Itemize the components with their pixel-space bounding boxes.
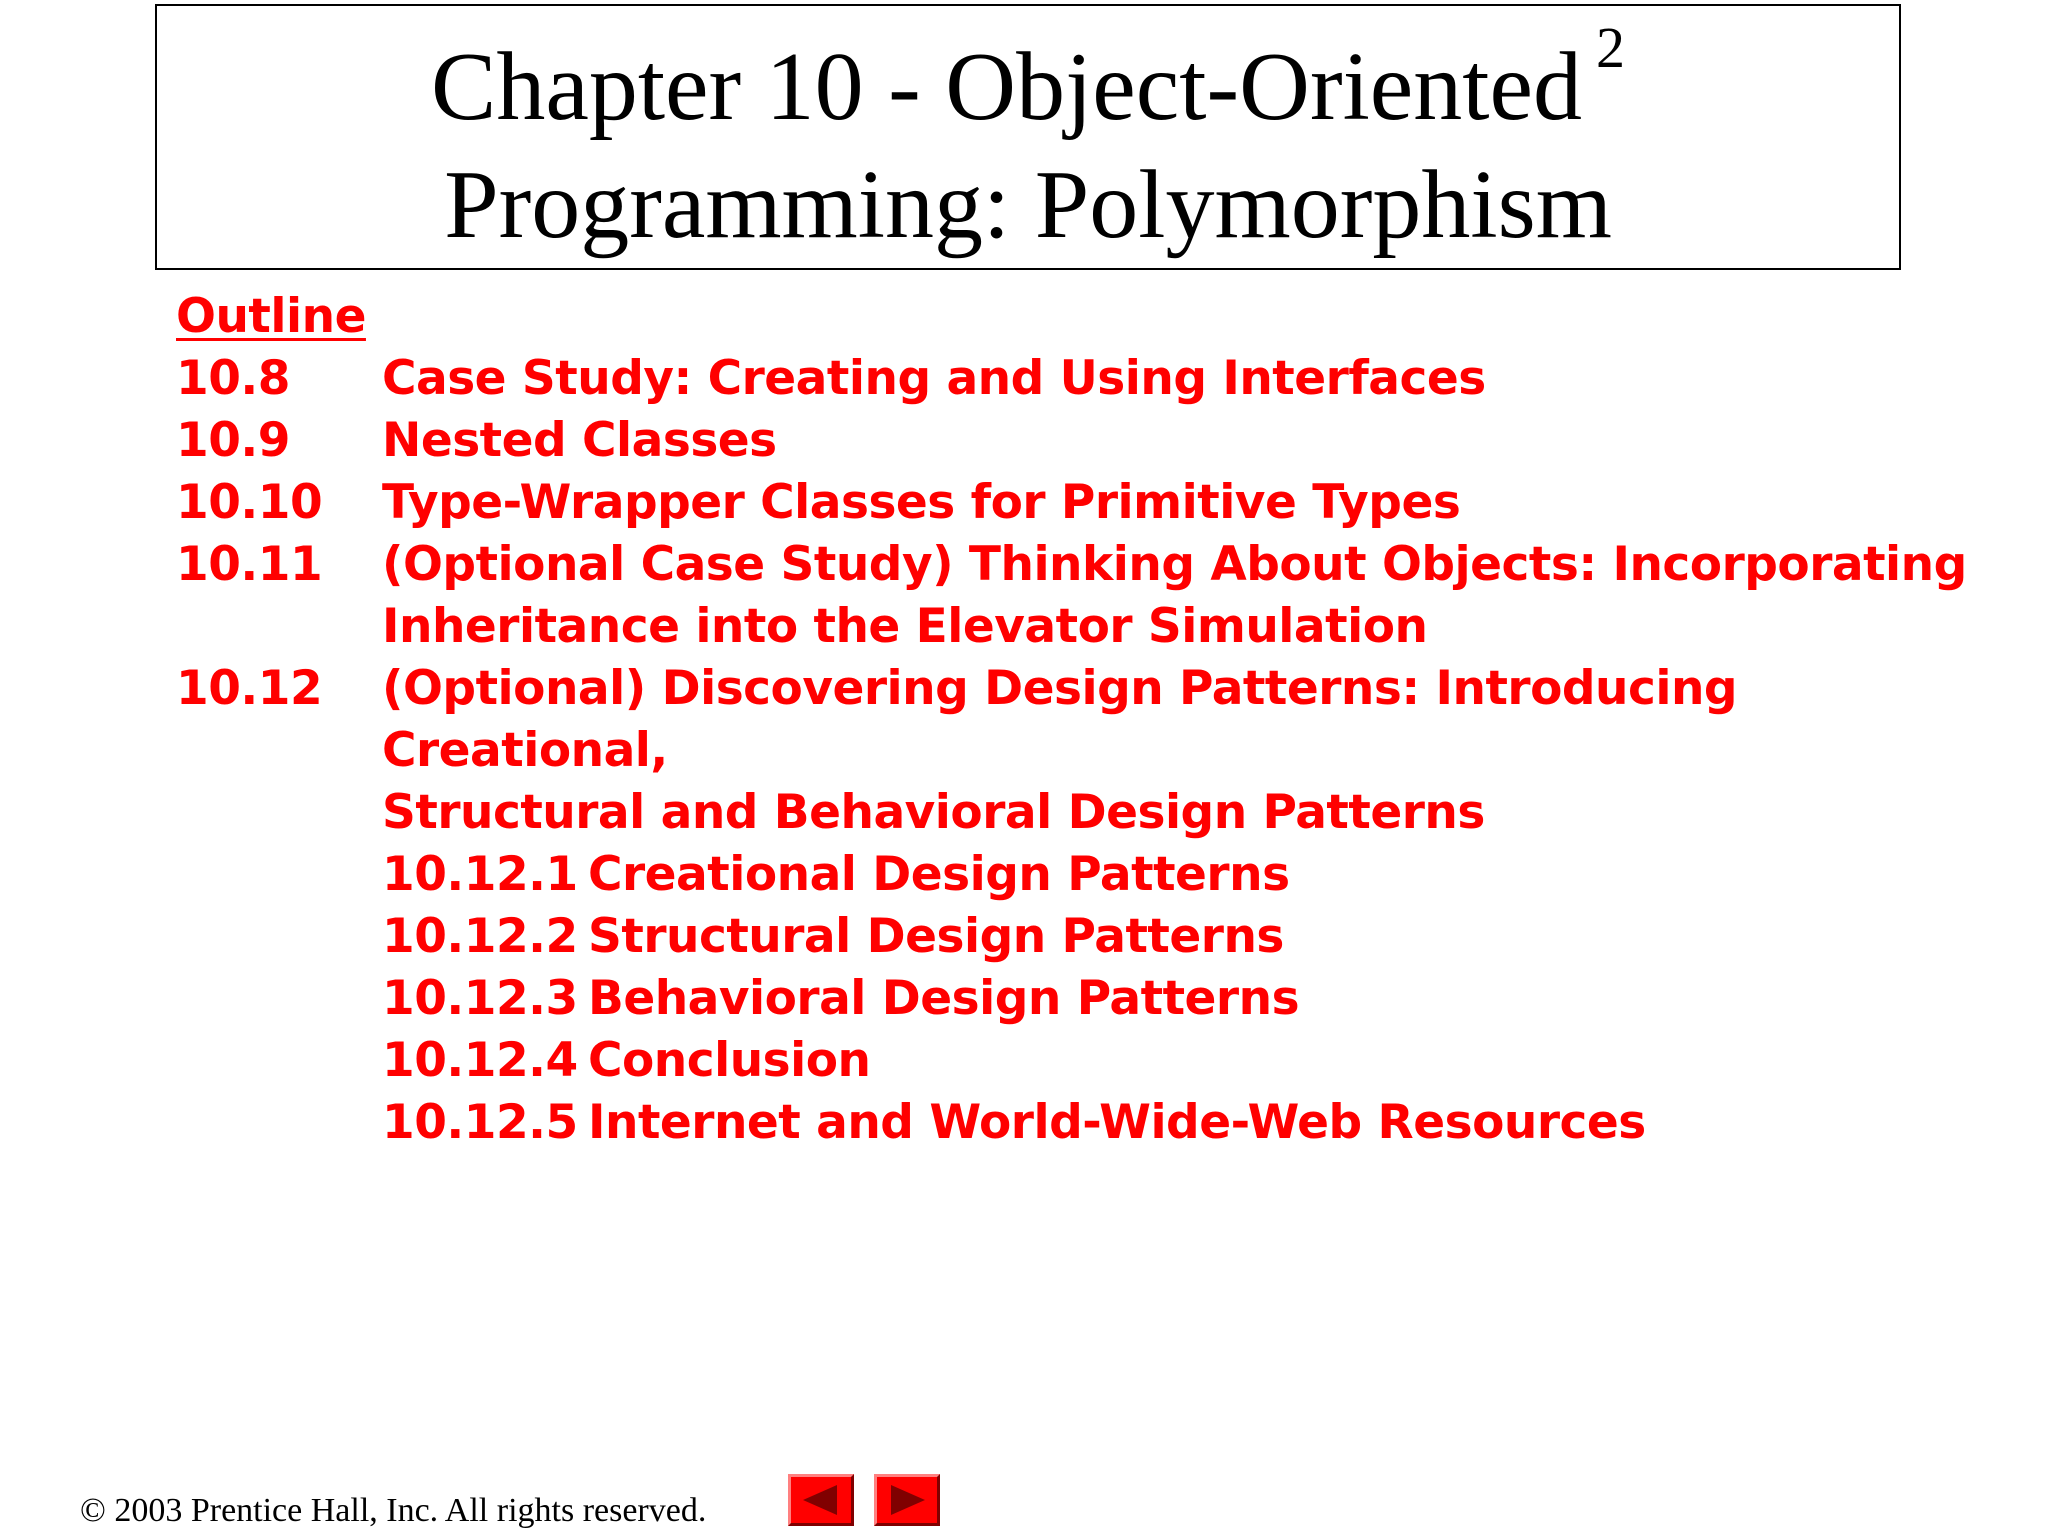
outline-subitem-number: 10.12.1	[382, 847, 578, 902]
outline-heading: Outline	[176, 289, 366, 344]
outline-subitem-text: Internet and World-Wide-Web Resources	[588, 1095, 1646, 1150]
outline-subitem-number: 10.12.2	[382, 909, 578, 964]
previous-arrow-icon	[791, 1477, 851, 1523]
outline-subitem-text: Structural Design Patterns	[588, 909, 1284, 964]
outline-item	[176, 348, 2036, 410]
title-text-1: Chapter 10 - Object-Oriented	[430, 33, 1583, 141]
outline-item-text: (Optional Case Study) Thinking About Objects: Incorporating Inheritance into the Elevator Simulation	[382, 537, 1967, 654]
outline-item-text: Type-Wrapper Classes for Primitive Types	[382, 475, 1461, 530]
copyright-footer: © 2003 Prentice Hall, Inc. All rights reserved.	[80, 1492, 707, 1529]
outline-item	[176, 410, 2036, 472]
outline-subitem-text: Behavioral Design Patterns	[588, 971, 1300, 1026]
outline-item-text: Nested Classes	[382, 413, 777, 468]
outline-subitem	[176, 1030, 2036, 1092]
outline-item-number: 10.10	[176, 475, 323, 530]
outline-subitem	[176, 968, 2036, 1030]
outline-item	[176, 658, 2036, 844]
outline-subitem-number: 10.12.3	[382, 971, 578, 1026]
outline-subitem-number: 10.12.5	[382, 1095, 578, 1150]
outline-item-text: (Optional) Discovering Design Patterns: Introducing Creational, Structural and Behavioral Design Patterns	[382, 661, 1738, 840]
outline-item-number: 10.9	[176, 413, 290, 468]
outline	[176, 286, 2036, 1154]
next-slide-button[interactable]	[874, 1474, 940, 1526]
outline-item-text: Case Study: Creating and Using Interfaces	[382, 351, 1486, 406]
title-superscript: 2	[1596, 14, 1626, 80]
outline-subitem-text: Conclusion	[588, 1033, 871, 1088]
outline-subitem	[176, 1092, 2036, 1154]
outline-subitem	[176, 906, 2036, 968]
outline-item	[176, 534, 2036, 658]
previous-slide-button[interactable]	[788, 1474, 854, 1526]
title-box	[155, 4, 1901, 270]
title-line-2: Programming: Polymorphism	[444, 151, 1612, 259]
outline-subitem	[176, 844, 2036, 906]
outline-item-number: 10.12	[176, 661, 323, 716]
outline-item	[176, 472, 2036, 534]
title-line-1	[157, 14, 1899, 146]
outline-subitem-number: 10.12.4	[382, 1033, 578, 1088]
outline-subitem-text: Creational Design Patterns	[588, 847, 1290, 902]
outline-item-number: 10.8	[176, 351, 290, 406]
outline-item-number: 10.11	[176, 537, 323, 592]
next-arrow-icon	[877, 1477, 937, 1523]
